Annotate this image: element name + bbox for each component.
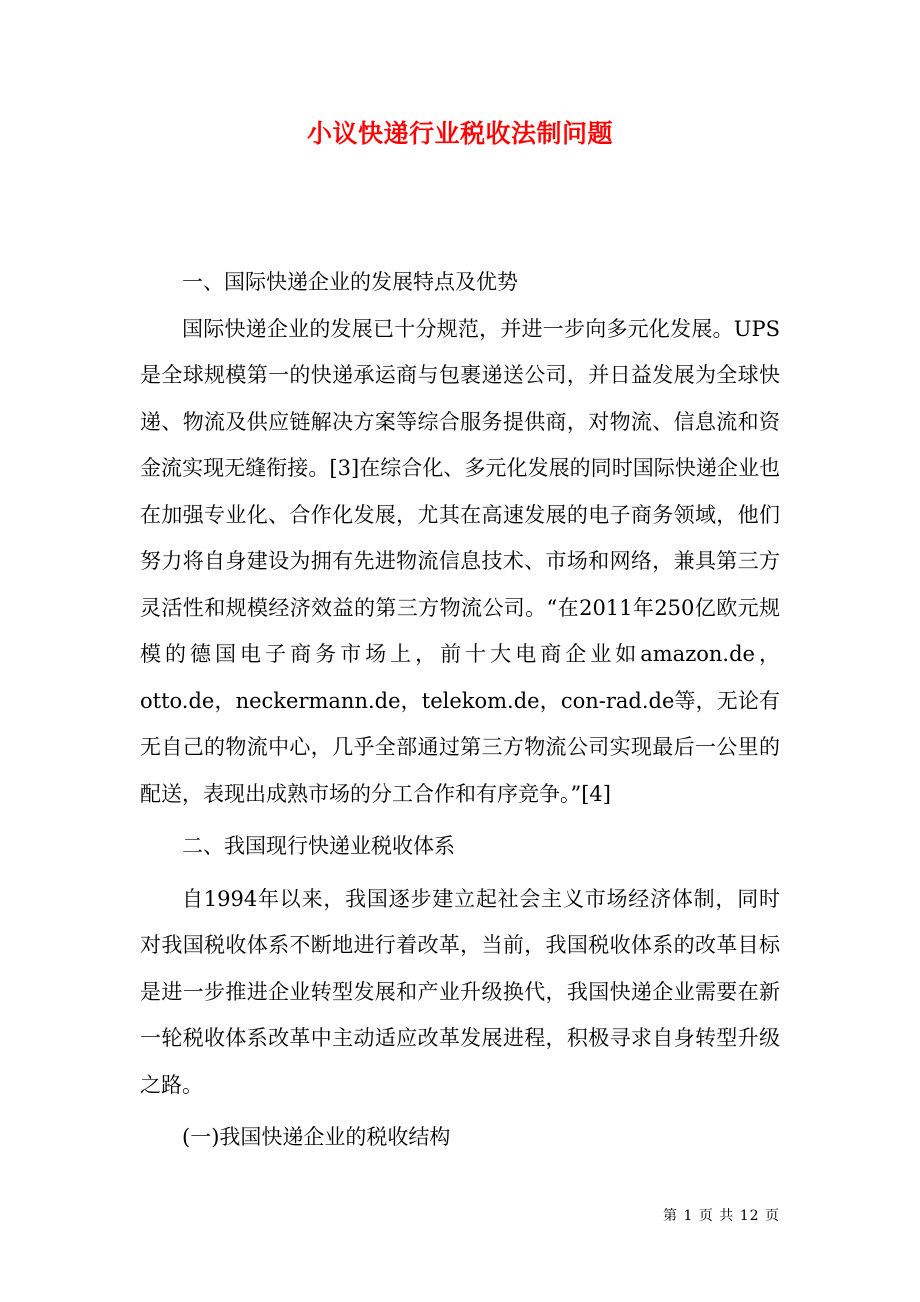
body-paragraph: 自1994年以来，我国逐步建立起社会主义市场经济体制，同时对我国税收体系不断地进行着改革，当前，我国税收体系的改革目标是进一步推进企业转型发展和产业升级换代，我国快递企业需要在新一轮税收体系改革中主动适应改革发展进程，积极寻求自身转型升级之路。 — [140, 886, 780, 1097]
document-body — [140, 259, 780, 1161]
body-paragraph: 国际快递企业的发展已十分规范，并进一步向多元化发展。UPS是全球规模第一的快递承运商与包裹递送公司，并日益发展为全球快递、物流及供应链解决方案等综合服务提供商，对物流、信息流和资金流实现无缝衔接。[3]在综合化、多元化发展的同时国际快递企业也在加强专业化、合作化发展，尤其在高速发展的电子商务领域，他们努力将自身建设为拥有先进物流信息技术、市场和网络，兼具第三方灵活性和规模经济效益的第三方物流公司。“在2011年250亿欧元规模的德国电子商务市场上，前十大电商企业如amazon.de，otto.de，neckermann.de，telekom.de，con-rad.de等，无论有无自己的物流中心，几乎全部通过第三方物流公司实现最后一公里的配送，表现出成熟市场的分工合作和有序竞争。”[4] — [140, 316, 780, 806]
section-heading: (一)我国快递企业的税收结构 — [182, 1125, 451, 1149]
page-title: 小议快递行业税收法制问题 — [306, 119, 613, 148]
section-heading: 二、我国现行快递业税收体系 — [182, 834, 455, 858]
section-heading: 一、国际快递企业的发展特点及优势 — [182, 270, 518, 294]
page-number: 第 1 页 共 12 页 — [663, 1208, 780, 1224]
